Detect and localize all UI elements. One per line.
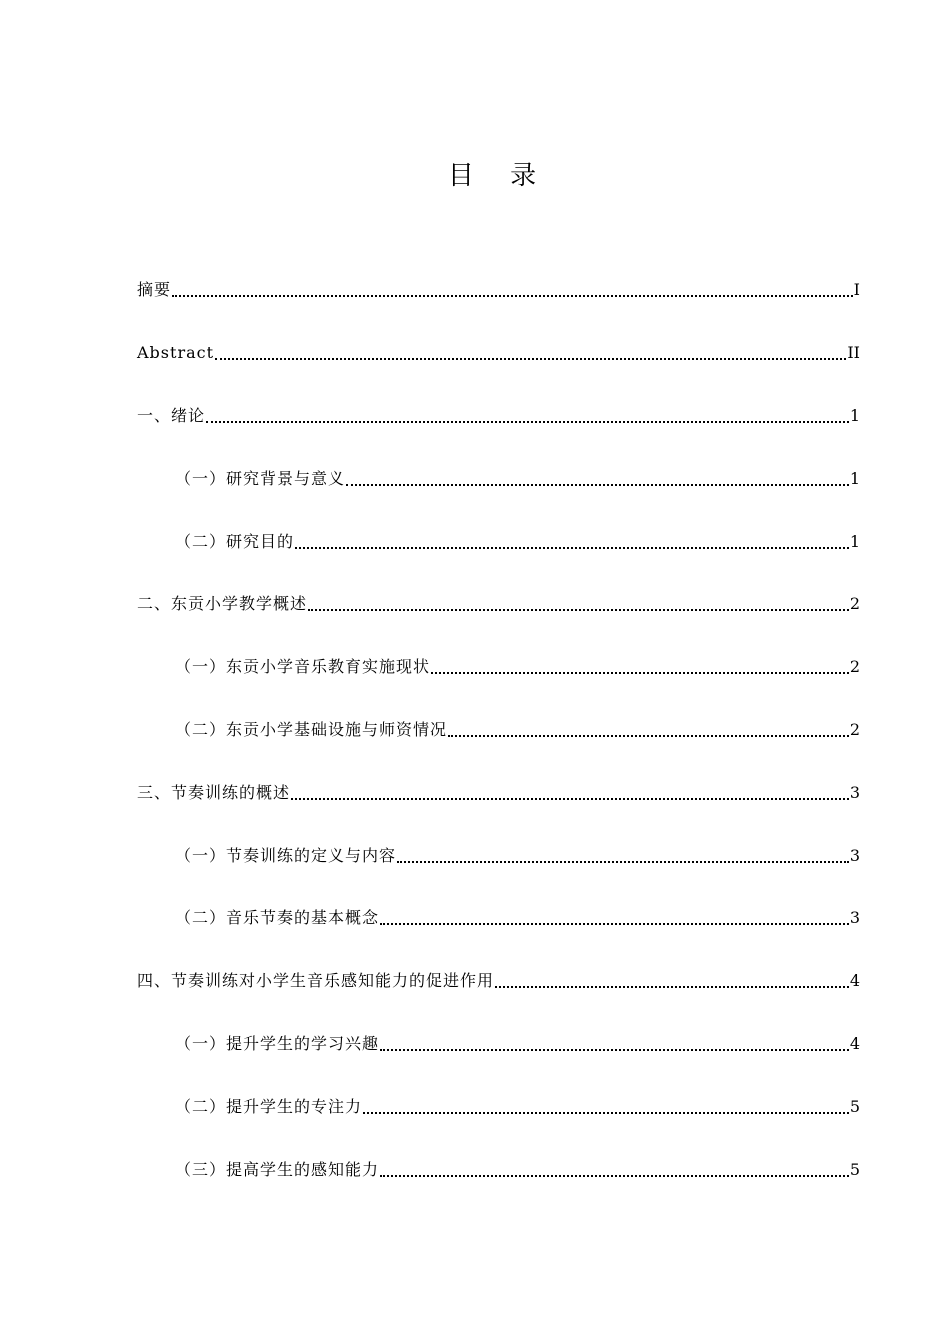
toc-entry-page: 4 [849,1034,860,1053]
toc-entry-section-4-3[interactable] [175,1156,860,1184]
toc-entry-label: 二、东贡小学教学概述 [137,594,308,613]
toc-leader-dots [380,1156,849,1184]
toc-entry-chapter-1[interactable] [137,402,860,430]
toc-entry-chapter-4[interactable] [137,967,860,995]
page-title: 目 录 [447,161,551,191]
toc-entry-label: Abstract [137,343,215,362]
toc-entry-label: （二）东贡小学基础设施与师资情况 [175,720,448,739]
toc-leader-dots [308,590,849,618]
toc-entry-section-4-2[interactable] [175,1093,860,1121]
toc-entry-label: 一、绪论 [137,406,206,425]
toc-entry-label: （二）研究目的 [175,532,295,551]
toc-entry-page: I [853,280,860,299]
toc-leader-dots [448,716,849,744]
toc-entry-page: 3 [849,783,860,802]
toc-entry-label: （一）提升学生的学习兴趣 [175,1034,380,1053]
toc-entry-label: （一）东贡小学音乐教育实施现状 [175,657,431,676]
toc-entry-section-2-1[interactable] [175,653,860,681]
toc-entry-page: 2 [849,657,860,676]
toc-entry-section-3-2[interactable] [175,904,860,932]
toc-entry-page: 1 [849,406,860,425]
toc-entry-chapter-3[interactable] [137,779,860,807]
toc-leader-dots [206,402,849,430]
toc-entry-page: 1 [849,469,860,488]
toc-entry-label: （三）提高学生的感知能力 [175,1160,380,1179]
toc-leader-dots [346,465,849,493]
toc-entry-label: （一）研究背景与意义 [175,469,346,488]
toc-leader-dots [431,653,849,681]
toc-entry-label: 摘要 [137,280,172,299]
toc-entry-page: 2 [849,594,860,613]
toc-leader-dots [380,904,849,932]
toc-entry-abstract-en[interactable] [137,339,860,367]
toc-entry-label: （二）音乐节奏的基本概念 [175,908,380,927]
toc-entry-section-4-1[interactable] [175,1030,860,1058]
toc-entry-page: 2 [849,720,860,739]
toc-entry-page: 4 [849,971,860,990]
toc-entry-abstract-cn[interactable] [137,276,860,304]
toc-entry-section-3-1[interactable] [175,842,860,870]
toc-entry-section-1-1[interactable] [175,465,860,493]
toc-leader-dots [215,339,846,367]
toc-entry-page: 5 [849,1097,860,1116]
toc-entry-section-1-2[interactable] [175,528,860,556]
toc-entry-page: 1 [849,532,860,551]
toc-leader-dots [291,779,849,807]
toc-leader-dots [495,967,849,995]
toc-entry-page: II [847,343,860,362]
toc-leader-dots [295,528,849,556]
toc-entry-section-2-2[interactable] [175,716,860,744]
toc-leader-dots [363,1093,849,1121]
toc-entry-page: 3 [849,846,860,865]
toc-entry-label: （一）节奏训练的定义与内容 [175,846,397,865]
toc-leader-dots [397,842,849,870]
toc-leader-dots [172,276,853,304]
toc-entry-label: （二）提升学生的专注力 [175,1097,363,1116]
toc-entry-chapter-2[interactable] [137,590,860,618]
toc-leader-dots [380,1030,849,1058]
toc-entry-label: 四、节奏训练对小学生音乐感知能力的促进作用 [137,971,495,990]
toc-entry-label: 三、节奏训练的概述 [137,783,291,802]
toc-entry-page: 3 [849,908,860,927]
toc-entry-page: 5 [849,1160,860,1179]
